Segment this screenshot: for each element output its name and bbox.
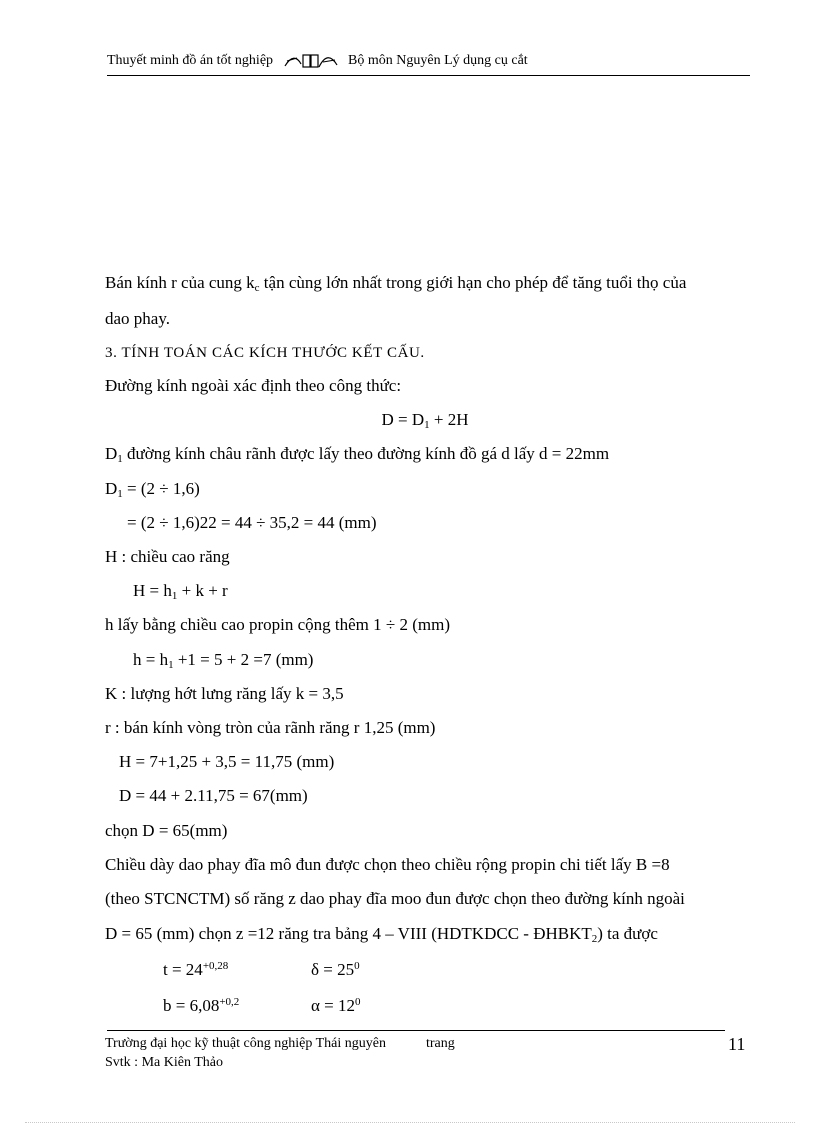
tolerance-b: $b = 6,08^{+0,2}$: [163, 996, 240, 1015]
section-heading: 3. TÍNH TOÁN CÁC KÍCH THƯỚC KẾT CẤU.: [105, 345, 425, 361]
paragraph-line: H : chiều cao răng: [105, 547, 230, 566]
formula-line: H = 7+1,25 + 3,5 = 11,75 (mm): [119, 752, 335, 771]
footer-page-label: trang: [425, 1036, 455, 1051]
paragraph-line: $D_1$ đường kính châu rãnh được lấy theo đường kính đồ gá d lấy d = 22mm: [105, 444, 610, 465]
page-footer: [105, 1036, 455, 1052]
formula-line: $H = h_1 + k + r$: [133, 581, 228, 602]
paragraph-line: r : bán kính vòng tròn của rãnh răng r 1,25 (mm): [105, 718, 436, 737]
angle-delta: $\delta = 25^0$: [311, 960, 360, 979]
formula-line: D = 44 + 2.11,75 = 67(mm): [119, 786, 308, 805]
tolerance-t: $t = 24^{+0,28}$: [163, 960, 229, 979]
paragraph-line: dao phay.: [105, 309, 170, 328]
formula-line: = (2 ÷ 1,6)22 = 44 ÷ 35,2 = 44 (mm): [127, 513, 377, 532]
header-divider: [107, 75, 750, 76]
angle-alpha: $\alpha = 12^0$: [311, 996, 361, 1015]
page-number: 11: [728, 1034, 746, 1054]
header-title-right: Bộ môn Nguyên Lý dụng cụ cắt: [348, 53, 528, 68]
ornament-icon: [283, 52, 339, 70]
header-title-left: Thuyết minh đồ án tốt nghiệp: [107, 53, 274, 68]
paragraph-line: D = 65 (mm) chọn z =12 răng tra bảng 4 – VIII (HDTKDCC - $ĐHBKT_2$) ta được: [105, 924, 658, 945]
formula-line: $D_1 = (2 \div 1,6)$: [105, 479, 200, 500]
paragraph-line: K : lượng hớt lưng răng lấy k = 3,5: [105, 684, 344, 703]
paragraph-line: chọn D = 65(mm): [105, 821, 228, 840]
paragraph-line: (theo STCNCTM) số răng z dao phay đĩa moo đun được chọn theo đường kính ngoài: [105, 889, 685, 908]
formula-line: $h = h_1 +1 = 5 + 2 =7$ (mm): [133, 650, 314, 671]
paragraph-line: Bán kính r của cung $k_c$ tận cùng lớn nhất trong giới hạn cho phép để tăng tuổi thọ của: [105, 273, 687, 294]
paragraph-line: Chiều dày dao phay đĩa mô đun được chọn theo chiều rộng propin chi tiết lấy B =8: [105, 855, 670, 874]
page-header: [107, 52, 750, 74]
footer-divider: [107, 1030, 725, 1031]
formula-line: $D = D_1 + 2H$: [381, 410, 469, 431]
paragraph-line: h lấy bằng chiều cao propin cộng thêm 1 ÷ 2 (mm): [105, 615, 450, 634]
footer-author: Svtk : Ma Kiên Thảo: [105, 1055, 223, 1070]
paragraph-line: Đường kính ngoài xác định theo công thức:: [105, 376, 402, 395]
footer-school: Trường đại học kỹ thuật công nghiệp Thái nguyên: [105, 1036, 386, 1051]
